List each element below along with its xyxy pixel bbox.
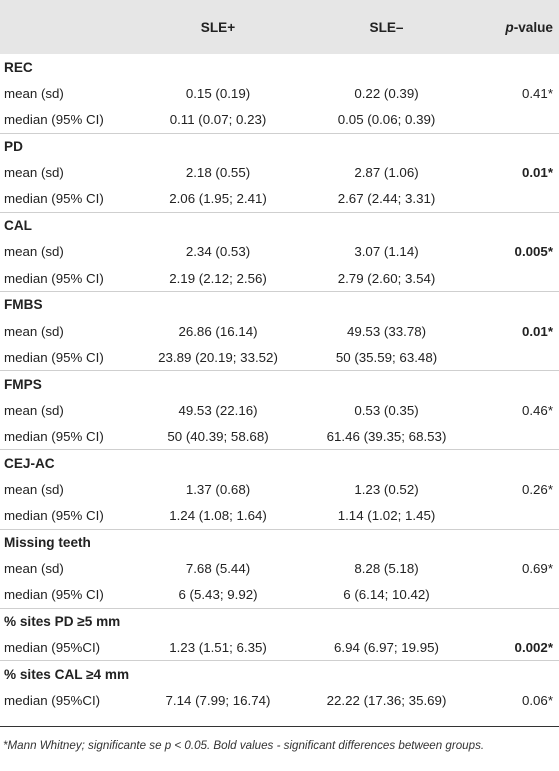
header-p-suffix: -value xyxy=(513,19,553,35)
row-label: mean (sd) xyxy=(4,402,64,418)
row-label: median (95%CI) xyxy=(4,640,101,656)
table-row xyxy=(0,186,559,212)
cell-sle-negative: 61.46 (39.35; 68.53) xyxy=(326,428,447,444)
cell-sle-negative: 1.14 (1.02; 1.45) xyxy=(337,508,436,524)
cell-p-value xyxy=(475,503,559,529)
group-title: REC xyxy=(4,59,33,75)
cell-sle-positive: 49.53 (22.16) xyxy=(178,402,258,418)
row-label: median (95%CI) xyxy=(4,693,101,709)
row-label: median (95% CI) xyxy=(4,587,104,603)
group-title: FMBS xyxy=(0,292,559,318)
cell-sle-positive: 7.68 (5.44) xyxy=(185,561,251,577)
header-sle-positive: SLE+ xyxy=(138,0,298,54)
group-row xyxy=(0,292,559,318)
cell-sle-negative: 50 (35.59; 63.48) xyxy=(335,349,438,365)
row-label: mean (sd) xyxy=(4,244,64,260)
table-row xyxy=(0,476,559,502)
cell-p-value xyxy=(475,107,559,133)
table-row xyxy=(0,687,559,713)
cell-sle-negative: 6 (6.14; 10.42) xyxy=(343,587,430,603)
table-body xyxy=(0,54,559,714)
table-row xyxy=(0,318,559,344)
row-label: mean (sd) xyxy=(4,481,64,497)
cell-p-value xyxy=(475,582,559,608)
cell-sle-positive: 2.34 (0.53) xyxy=(185,244,251,260)
cell-sle-negative: 49.53 (33.78) xyxy=(346,323,427,339)
footnote-text: *Mann Whitney; significante se p < 0.05. Bold values - significant differences between groups. xyxy=(3,739,485,752)
cell-sle-negative: 3.07 (1.14) xyxy=(354,244,419,260)
row-label: median (95% CI) xyxy=(4,428,104,444)
cell-sle-positive: 0.15 (0.19) xyxy=(185,86,251,102)
cell-sle-negative: 8.28 (5.18) xyxy=(354,561,419,577)
cell-p-value xyxy=(475,344,559,370)
table-row xyxy=(0,635,559,661)
group-row xyxy=(0,608,559,634)
row-label: mean (sd) xyxy=(4,561,64,577)
row-label: median (95% CI) xyxy=(4,112,104,128)
table-row xyxy=(0,397,559,423)
row-label: median (95% CI) xyxy=(4,508,104,524)
header-label xyxy=(0,0,138,54)
table-row xyxy=(0,80,559,106)
table-row xyxy=(0,582,559,608)
row-label: median (95% CI) xyxy=(4,349,104,365)
table-row xyxy=(0,239,559,265)
header-p-italic: p xyxy=(505,19,514,35)
cell-sle-negative: 2.87 (1.06) xyxy=(354,165,419,181)
group-row xyxy=(0,133,559,159)
cell-sle-positive: 1.37 (0.68) xyxy=(185,481,251,497)
group-row xyxy=(0,450,559,476)
cell-sle-negative: 2.67 (2.44; 3.31) xyxy=(337,191,436,207)
header-sle-negative: SLE– xyxy=(298,0,475,54)
table-row xyxy=(0,344,559,370)
row-label: mean (sd) xyxy=(4,165,64,181)
cell-p-value xyxy=(475,186,559,212)
table-row xyxy=(0,423,559,449)
table-row xyxy=(0,107,559,133)
table-header xyxy=(0,0,559,54)
row-label: mean (sd) xyxy=(4,86,64,102)
cell-sle-positive: 0.11 (0.07; 0.23) xyxy=(169,112,267,128)
cell-p-value: 0.26* xyxy=(521,481,553,497)
group-row xyxy=(0,371,559,397)
group-title: CAL xyxy=(0,212,559,238)
group-row xyxy=(0,212,559,238)
cell-sle-negative: 0.53 (0.35) xyxy=(354,402,419,418)
cell-sle-positive: 26.86 (16.14) xyxy=(178,323,258,339)
group-title: % sites PD ≥5 mm xyxy=(0,608,559,634)
cell-sle-positive: 2.18 (0.55) xyxy=(185,165,251,181)
table-footnote xyxy=(0,726,559,754)
cell-p-value: 0.005* xyxy=(514,244,553,260)
cell-sle-positive: 2.06 (1.95; 2.41) xyxy=(169,191,267,207)
cell-p-value: 0.46* xyxy=(521,402,553,418)
cell-sle-negative: 22.22 (17.36; 35.69) xyxy=(326,693,447,709)
row-label: median (95% CI) xyxy=(4,191,104,207)
table-row xyxy=(0,555,559,581)
cell-p-value: 0.41* xyxy=(521,86,553,102)
group-title: FMPS xyxy=(0,371,559,397)
group-title: % sites CAL ≥4 mm xyxy=(0,661,559,687)
group-title: PD xyxy=(0,133,559,159)
cell-sle-negative: 2.79 (2.60; 3.54) xyxy=(337,270,436,286)
cell-sle-positive: 1.23 (1.51; 6.35) xyxy=(169,640,267,656)
cell-sle-positive: 7.14 (7.99; 16.74) xyxy=(165,693,271,709)
cell-sle-positive: 1.24 (1.08; 1.64) xyxy=(169,508,267,524)
cell-sle-negative: 0.05 (0.06; 0.39) xyxy=(337,112,436,128)
group-row xyxy=(0,54,559,80)
row-label: mean (sd) xyxy=(4,323,64,339)
group-row xyxy=(0,661,559,687)
cell-p-value: 0.01* xyxy=(521,323,553,339)
cell-p-value: 0.06* xyxy=(521,693,553,709)
table-row xyxy=(0,503,559,529)
cell-sle-positive: 6 (5.43; 9.92) xyxy=(178,587,258,603)
group-title: CEJ-AC xyxy=(0,450,559,476)
cell-sle-positive: 50 (40.39; 58.68) xyxy=(167,428,269,444)
group-row xyxy=(0,529,559,555)
group-title: Missing teeth xyxy=(0,529,559,555)
table-row xyxy=(0,160,559,186)
cell-p-value: 0.002* xyxy=(514,640,553,656)
cell-p-value: 0.69* xyxy=(521,561,553,577)
cell-p-value: 0.01* xyxy=(521,165,553,181)
header-row xyxy=(0,0,559,54)
cell-p-value xyxy=(475,423,559,449)
row-label: median (95% CI) xyxy=(4,270,104,286)
cell-sle-negative: 0.22 (0.39) xyxy=(354,86,419,102)
cell-sle-positive: 2.19 (2.12; 2.56) xyxy=(169,270,267,286)
cell-p-value xyxy=(475,265,559,291)
header-p-value xyxy=(475,0,559,54)
cell-sle-negative: 1.23 (0.52) xyxy=(354,481,419,497)
cell-sle-positive: 23.89 (20.19; 33.52) xyxy=(158,349,278,365)
cell-sle-negative: 6.94 (6.97; 19.95) xyxy=(334,640,439,656)
table-row xyxy=(0,265,559,291)
